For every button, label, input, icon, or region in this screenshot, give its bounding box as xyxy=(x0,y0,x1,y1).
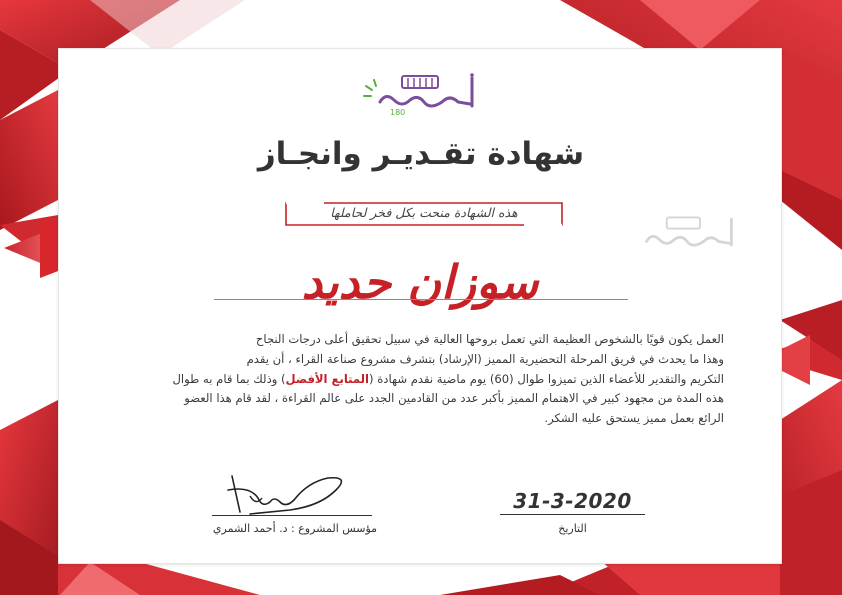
award-title: المتابع الأفضل xyxy=(285,371,370,386)
logo-watermark xyxy=(628,212,748,258)
signature-line xyxy=(212,515,372,516)
body-line-3 xyxy=(112,370,724,390)
logo xyxy=(360,72,490,118)
logo-badge: 180 xyxy=(390,108,406,117)
body-line-3-after: ) وذلك بما قام به طوال xyxy=(172,371,286,386)
body-line-3-before: التكريم والتقدير للأعضاء الذين تميزوا طوال (60) يوم ماضية نقدم شهادة ( xyxy=(369,371,724,386)
founder-label: مؤسس المشروع : د. أحمد الشمري xyxy=(212,522,378,535)
body-line-1: العمل يكون قويًا بالشخوص العظيمة التي تعمل بروحها العالية في سبيل تحقيق أعلى درجات النجاح xyxy=(255,332,724,346)
body-line-4: هذه المدة من مجهود كبير في الاهتمام المميز بأكبر عدد من القادمين الجدد على عالم القراءة ، لقد قام هذا العضو xyxy=(184,391,724,406)
recipient-name: سوزان حديد xyxy=(301,255,539,309)
certificate-title: شهادة تقـديـر وانجـاز xyxy=(257,136,585,172)
date-value: 31-3-2020 xyxy=(513,489,632,513)
certificate-subtitle: هذه الشهادة منحت بكل فخر لحاملها xyxy=(330,205,518,220)
body-line-5: الرائع بعمل مميز يستحق عليه الشكر. xyxy=(544,411,724,426)
certificate-body xyxy=(112,330,724,429)
date-label: التاريخ xyxy=(558,522,587,535)
body-line-2: وهذا ما يحدث في فريق المرحلة التحضيرية المميز (الإرشاد) بتشرف مشروع صناعة القراء ، أن يقدم xyxy=(246,351,724,366)
date-line xyxy=(500,514,645,515)
signature-image xyxy=(210,468,360,520)
name-underline xyxy=(214,299,628,300)
